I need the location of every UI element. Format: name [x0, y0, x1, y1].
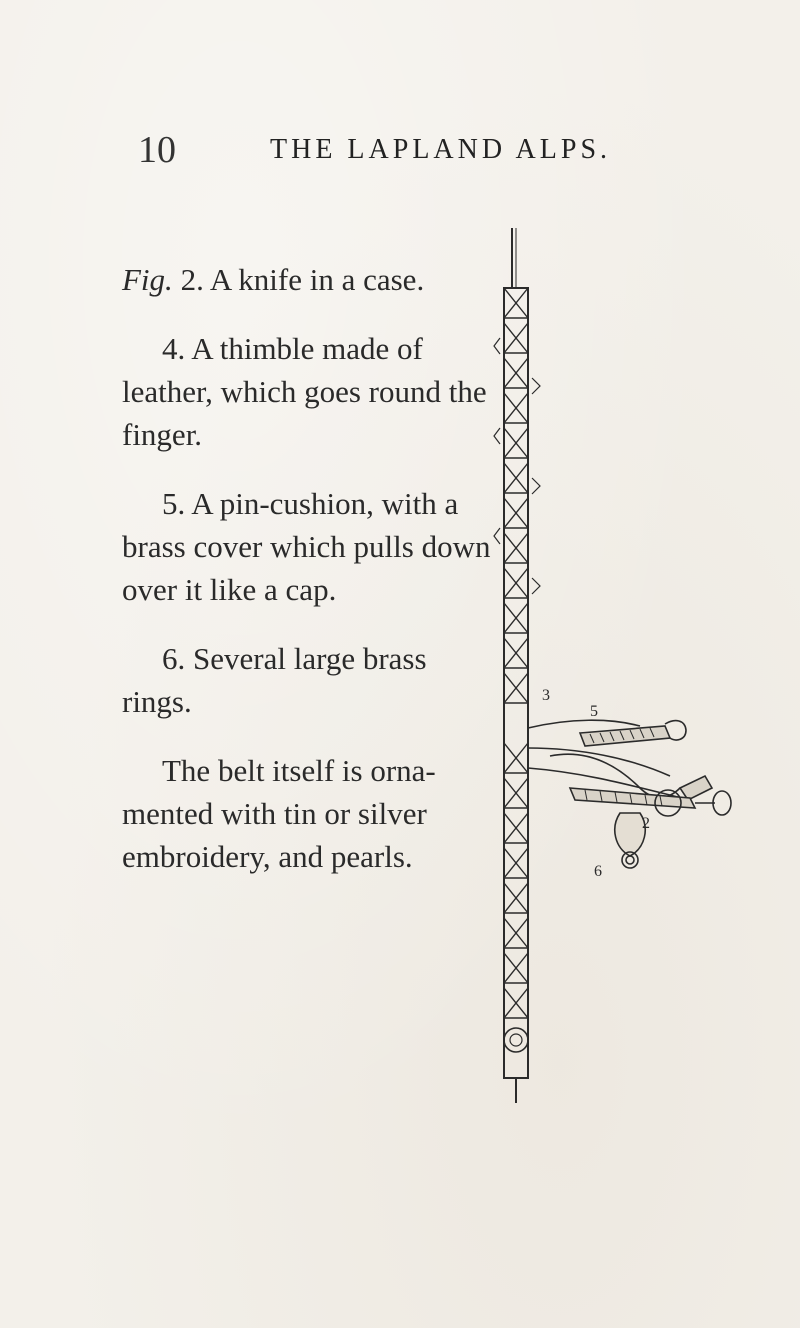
fig2-caption	[122, 258, 494, 301]
fig-label: Fig.	[122, 262, 173, 297]
embroidered-belt-engraving-icon	[490, 228, 790, 1108]
numeral-3: 3	[542, 687, 550, 704]
item-6: 6. Several large brass rings.	[122, 641, 427, 719]
page-header	[138, 128, 778, 178]
body-text	[122, 258, 494, 904]
numeral-2: 2	[642, 815, 650, 832]
belt-strip	[494, 288, 540, 1103]
numeral-6: 6	[594, 863, 602, 880]
hanging-implements	[528, 720, 731, 868]
running-head: THE LAPLAND ALPS.	[270, 134, 612, 165]
fig2-text: 2. A knife in a case.	[172, 262, 425, 297]
page-number: 10	[138, 129, 176, 171]
item-4: 4. A thimble made of leather, which goes round the finger.	[122, 331, 487, 452]
item-5: 5. A pin-cushion, with a brass cover which pulls down over it like a cap.	[122, 486, 491, 607]
numeral-5: 5	[590, 703, 598, 720]
closing-paragraph: The belt itself is orna-mented with tin or silver embroidery, and pearls.	[122, 753, 436, 874]
